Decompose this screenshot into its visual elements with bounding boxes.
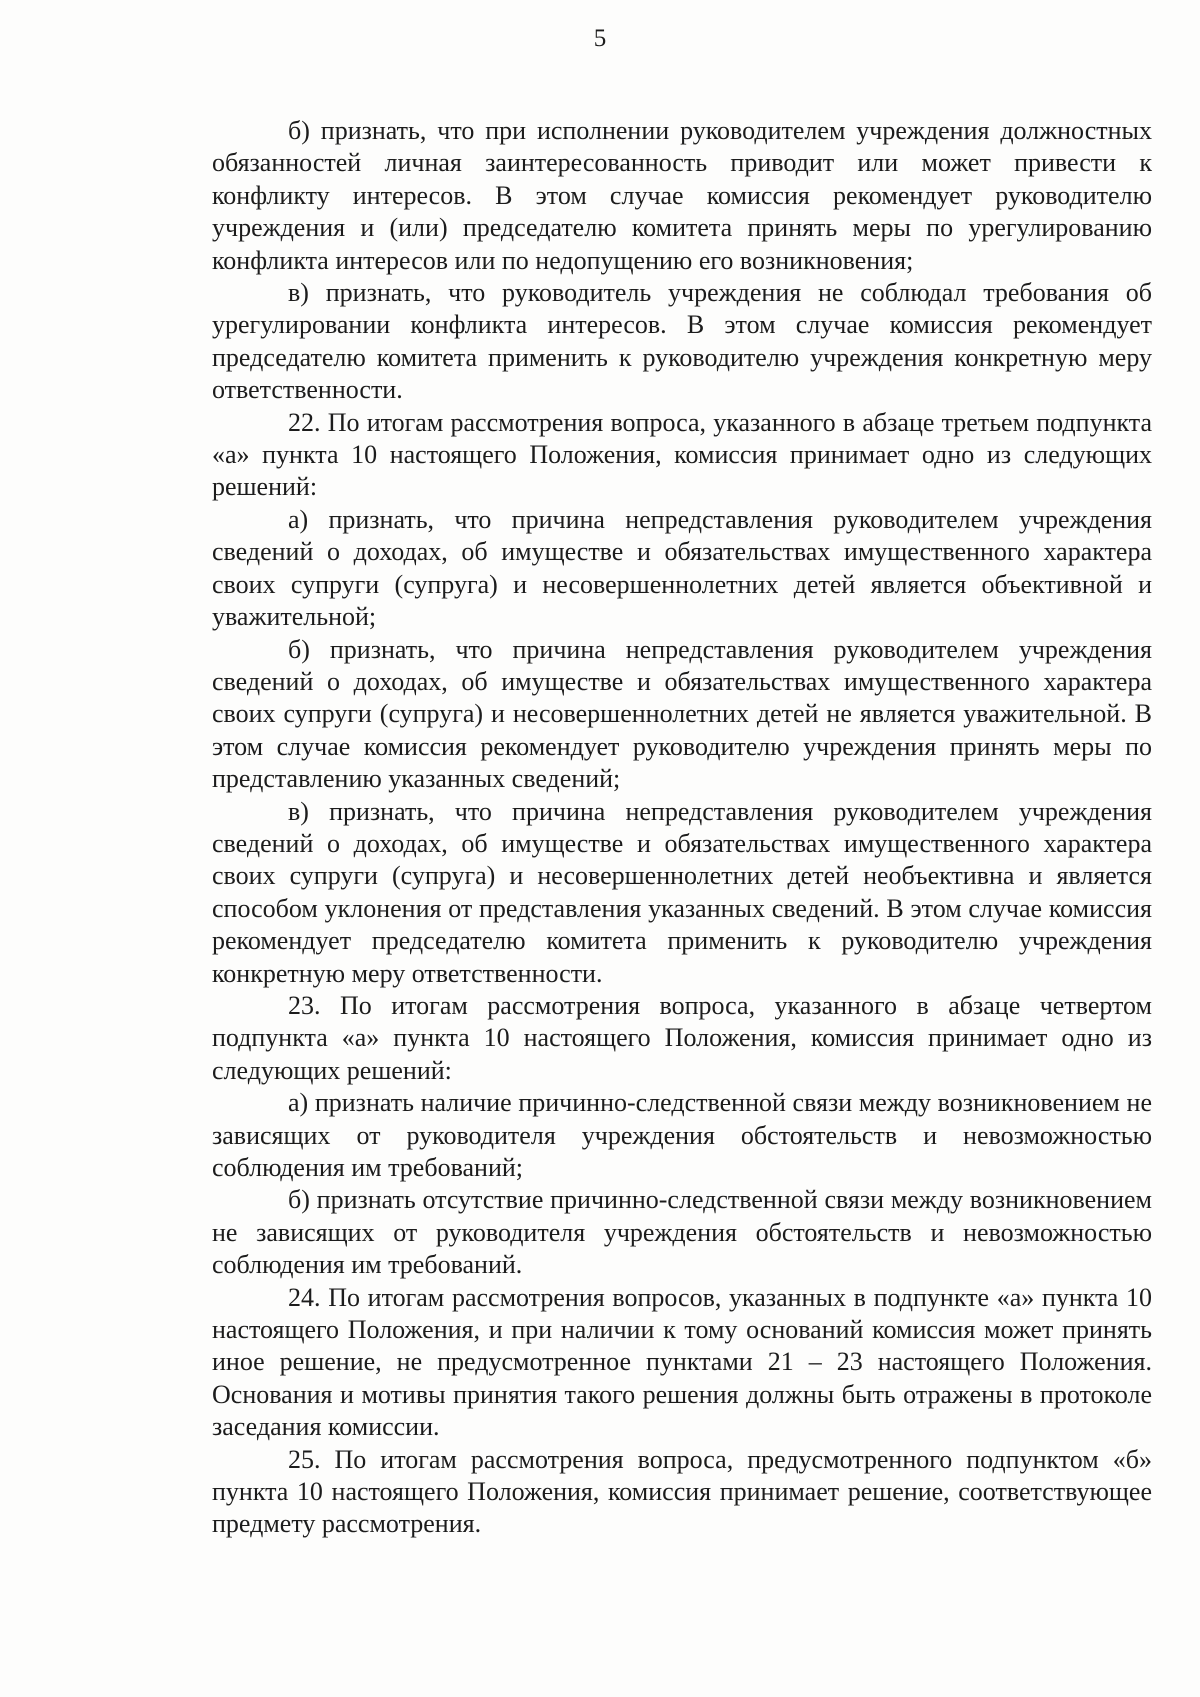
paragraph-24: 24. По итогам рассмотрения вопросов, указанных в подпункте «а» пункта 10 настоящего Положения, и при наличии к тому оснований комиссия может принять иное решение, не предусмотренное пунктами 21 – 23 настоящего Положения. Основания и мотивы принятия такого решения должны быть отражены в протоколе заседания комиссии. [212, 1282, 1152, 1442]
paragraph-21v: в) признать, что руководитель учреждения не соблюдал требования об урегулировании конфликта интересов. В этом случае комиссия рекомендует председателю комитета применить к руководителю учреждения конкретную меру ответственности. [212, 278, 1152, 405]
paragraph-22b: б) признать, что причина непредставления руководителем учреждения сведений о доходах, об имуществе и обязательствах имущественного характера своих супруги (супруга) и несовершеннолетних детей не является уважительной. В этом случае комиссия рекомендует руководителю учреждения принять меры по представлению указанных сведений; [212, 634, 1152, 794]
document-body [212, 115, 1152, 1541]
paragraph-23b: б) признать отсутствие причинно-следственной связи между возникновением не зависящих от руководителя учреждения обстоятельств и невозможностью соблюдения им требований. [212, 1185, 1152, 1280]
page-number: 5 [593, 25, 607, 52]
paragraph-22v: в) признать, что причина непредставления руководителем учреждения сведений о доходах, об имуществе и обязательствах имущественного характера своих супруги (супруга) и несовершеннолетних детей необъективна и является способом уклонения от представления указанных сведений. В этом случае комиссия рекомендует председателю комитета применить к руководителю учреждения конкретную меру ответственности. [212, 796, 1152, 988]
paragraph-23a: а) признать наличие причинно-следственной связи между возникновением не зависящих от руководителя учреждения обстоятельств и невозможностью соблюдения им требований; [212, 1088, 1152, 1182]
paragraph-21b: б) признать, что при исполнении руководителем учреждения должностных обязанностей личная заинтересованность приводит или может привести к конфликту интересов. В этом случае комиссия рекомендует руководителю учреждения и (или) председателю комитета принять меры по урегулированию конфликта интересов или по недопущению его возникновения; [212, 116, 1152, 275]
paragraph-23: 23. По итогам рассмотрения вопроса, указанного в абзаце четвертом подпункта «а» пункта 10 настоящего Положения, комиссия принимает одно из следующих решений: [212, 990, 1152, 1085]
paragraph-22: 22. По итогам рассмотрения вопроса, указанного в абзаце третьем подпункта «а» пункта 10 настоящего Положения, комиссия принимает одно из следующих решений: [212, 407, 1152, 502]
paragraph-25: 25. По итогам рассмотрения вопроса, предусмотренного подпунктом «б» пункта 10 настоящего Положения, комиссия принимает решение, соответствующее предмету рассмотрения. [212, 1444, 1152, 1539]
paragraph-22a: а) признать, что причина непредставления руководителем учреждения сведений о доходах, об имуществе и обязательствах имущественного характера своих супруги (супруга) и несовершеннолетних детей является объективной и уважительной; [212, 504, 1152, 632]
